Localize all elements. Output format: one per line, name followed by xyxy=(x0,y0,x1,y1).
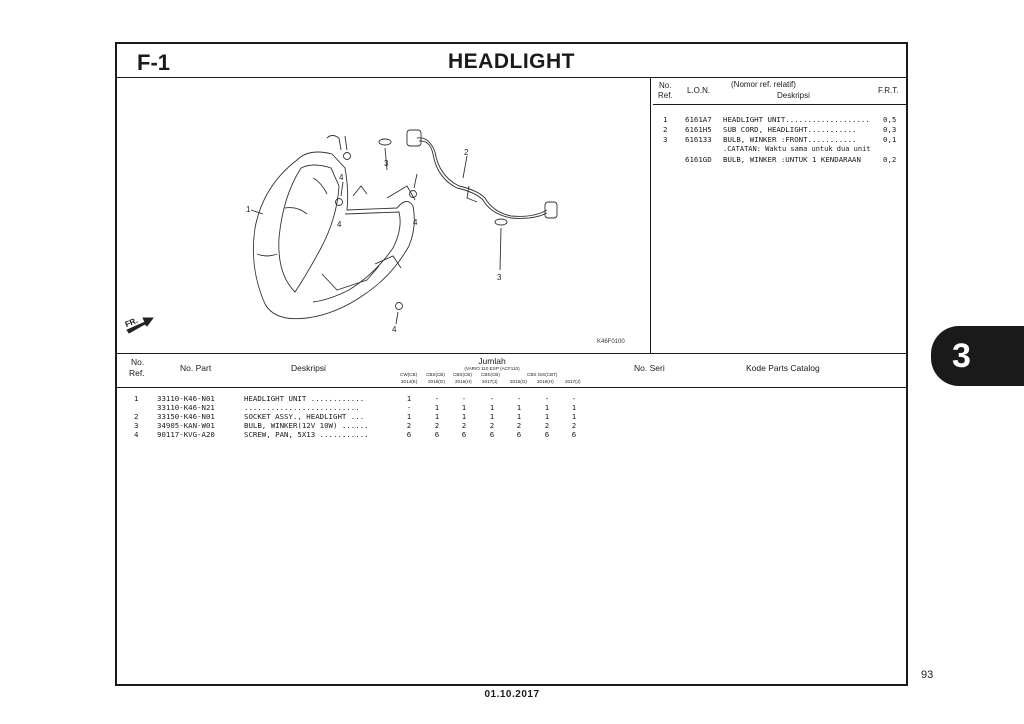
screw xyxy=(396,303,403,310)
frt-desc: HEADLIGHT UNIT................... xyxy=(723,115,870,124)
variant-label: CW(CB) xyxy=(400,372,418,377)
variant-year: 2016(G) xyxy=(510,379,527,384)
frt-lon: 616133 xyxy=(685,135,712,144)
parts-row xyxy=(117,430,906,439)
callout-4: 4 xyxy=(339,173,344,182)
parts-header-catalog: Kode Parts Catalog xyxy=(746,363,820,373)
catalog-page-frame xyxy=(115,42,908,686)
parts-qty: 6 xyxy=(406,430,412,439)
parts-qty: 1 xyxy=(571,403,577,412)
frt-ref: 1 xyxy=(663,115,668,124)
figure-code: K46F0100 xyxy=(597,339,625,345)
frt-row xyxy=(653,125,906,135)
parts-qty: 1 xyxy=(461,412,467,421)
parts-qty: 2 xyxy=(516,421,522,430)
variant-label: CBS(CB) xyxy=(453,372,472,377)
frt-value: 0,5 xyxy=(883,115,897,124)
frt-desc: BULB, WINKER :UNTUK 1 KENDARAAN xyxy=(723,155,861,164)
parts-header-serial: No. Seri xyxy=(634,363,665,373)
parts-qty: 1 xyxy=(406,412,412,421)
frt-lon: 6161H5 xyxy=(685,125,712,134)
parts-qty: 6 xyxy=(489,430,495,439)
headlight-housing-outline xyxy=(253,152,414,319)
callout-1: 1 xyxy=(246,205,251,214)
page-number: 93 xyxy=(921,669,934,681)
variant-label: CBS(CB) xyxy=(481,372,500,377)
parts-qty: 6 xyxy=(544,430,550,439)
parts-qty: 6 xyxy=(434,430,440,439)
parts-qty: 1 xyxy=(434,412,440,421)
variant-year: 2017(J) xyxy=(565,379,581,384)
parts-desc: SOCKET ASSY., HEADLIGHT ... xyxy=(244,412,365,421)
variant-year: 2016(H) xyxy=(455,379,472,384)
frt-header-lon: L.O.N. xyxy=(687,86,711,95)
frt-header-ref-1: No. xyxy=(659,81,672,90)
variant-label: CBS(CB) xyxy=(426,372,445,377)
callout-2: 2 xyxy=(464,148,469,157)
frt-value: 0,2 xyxy=(883,155,897,164)
parts-row xyxy=(117,403,906,412)
title-bar xyxy=(117,44,906,78)
parts-number: 33110-K46-N01 xyxy=(157,394,215,403)
parts-qty: - xyxy=(434,394,440,403)
parts-qty: 1 xyxy=(571,412,577,421)
frt-header-ref-2: Ref. xyxy=(658,91,673,100)
frt-row xyxy=(653,135,906,145)
frt-row xyxy=(653,155,906,165)
parts-qty: 1 xyxy=(516,412,522,421)
frt-desc: BULB, WINKER :FRONT........... xyxy=(723,135,857,144)
screw xyxy=(344,153,351,160)
parts-table-body xyxy=(117,388,906,684)
front-direction-label: FR. xyxy=(123,315,140,330)
parts-qty: 2 xyxy=(406,421,412,430)
parts-desc: BULB, WINKER(12V 10W) ...... xyxy=(244,421,369,430)
exploded-view-illustration xyxy=(117,78,651,353)
parts-qty: - xyxy=(489,394,495,403)
parts-row xyxy=(117,412,906,421)
variant-year: 2017(J) xyxy=(482,379,498,384)
callout-4: 4 xyxy=(392,325,397,334)
winker-bulb xyxy=(379,139,391,145)
parts-ref: 1 xyxy=(134,394,139,403)
parts-header-jumlah-group xyxy=(387,356,597,371)
parts-header-desc: Deskripsi xyxy=(291,363,326,373)
parts-qty: 6 xyxy=(516,430,522,439)
parts-qty: 1 xyxy=(489,403,495,412)
parts-qty: 1 xyxy=(516,403,522,412)
parts-header-ref-2: Ref. xyxy=(129,368,145,378)
frt-header-desc-1: (Nomor ref. relatif) xyxy=(731,80,796,89)
parts-ref: 2 xyxy=(134,412,139,421)
frt-desc: SUB CORD, HEADLIGHT........... xyxy=(723,125,857,134)
screw xyxy=(336,199,343,206)
frt-table-header xyxy=(653,78,906,105)
section-code: F-1 xyxy=(137,50,170,75)
parts-desc: HEADLIGHT UNIT ............ xyxy=(244,394,365,403)
parts-qty: - xyxy=(461,394,467,403)
frt-value: 0,1 xyxy=(883,135,897,144)
parts-ref: 4 xyxy=(134,430,139,439)
parts-qty: 1 xyxy=(489,412,495,421)
callout-3: 3 xyxy=(497,273,502,282)
parts-qty: 2 xyxy=(544,421,550,430)
callout-3: 3 xyxy=(384,159,389,168)
frt-table xyxy=(653,78,906,353)
parts-table-header xyxy=(117,353,906,388)
parts-desc: .......................... xyxy=(244,403,360,412)
section-tab: 3 xyxy=(931,326,1024,386)
sub-cord-wire xyxy=(417,138,547,217)
frt-lon: 6161A7 xyxy=(685,115,712,124)
parts-row xyxy=(117,421,906,430)
parts-number: 33110-K46-N21 xyxy=(157,403,215,412)
parts-qty: 1 xyxy=(406,394,412,403)
parts-qty: 2 xyxy=(461,421,467,430)
parts-header-ref-1: No. xyxy=(131,357,145,367)
parts-qty: 1 xyxy=(461,403,467,412)
variant-year: 2014(E) xyxy=(401,379,418,384)
headlight-diagram xyxy=(117,78,651,353)
parts-number: 34905-KAN-W01 xyxy=(157,421,215,430)
variant-year: 2016(H) xyxy=(537,379,554,384)
parts-qty: - xyxy=(544,394,550,403)
parts-qty: 2 xyxy=(489,421,495,430)
parts-number: 33150-K46-N01 xyxy=(157,412,215,421)
parts-header-model: (VARIO 110 ESP (ACF110) xyxy=(464,366,520,371)
footer-date: 01.10.2017 xyxy=(484,689,540,700)
parts-desc: SCREW, PAN, 5X13 ........... xyxy=(244,430,369,439)
variant-label: CBS ISS(CBT) xyxy=(527,372,558,377)
frt-row xyxy=(653,115,906,125)
frt-row-note xyxy=(653,145,906,155)
frt-ref: 3 xyxy=(663,135,668,144)
parts-qty: - xyxy=(571,394,577,403)
variant-year: 2016(G) xyxy=(428,379,445,384)
parts-qty: 1 xyxy=(434,403,440,412)
parts-qty: 6 xyxy=(461,430,467,439)
parts-qty: 1 xyxy=(544,412,550,421)
parts-row xyxy=(117,394,906,403)
frt-ref: 2 xyxy=(663,125,668,134)
callout-4: 4 xyxy=(413,218,418,227)
parts-qty: 6 xyxy=(571,430,577,439)
parts-qty: - xyxy=(516,394,522,403)
frt-header-desc-2: Deskripsi xyxy=(777,91,810,100)
frt-header-frt: F.R.T. xyxy=(878,86,899,95)
frt-value: 0,3 xyxy=(883,125,897,134)
parts-number: 90117-KVG-A20 xyxy=(157,430,215,439)
parts-header-part-no: No. Part xyxy=(180,363,212,373)
parts-qty: - xyxy=(406,403,412,412)
parts-ref: 3 xyxy=(134,421,139,430)
parts-qty: 1 xyxy=(544,403,550,412)
frt-note: .CATATAN: Waktu sama untuk dua unit xyxy=(723,145,871,153)
winker-bulb xyxy=(495,219,507,225)
parts-qty: 2 xyxy=(434,421,440,430)
page-title: HEADLIGHT xyxy=(448,50,575,73)
frt-lon: 6161GD xyxy=(685,155,712,164)
parts-header-jumlah: Jumlah xyxy=(478,356,506,366)
parts-qty: 2 xyxy=(571,421,577,430)
callout-4: 4 xyxy=(337,220,342,229)
